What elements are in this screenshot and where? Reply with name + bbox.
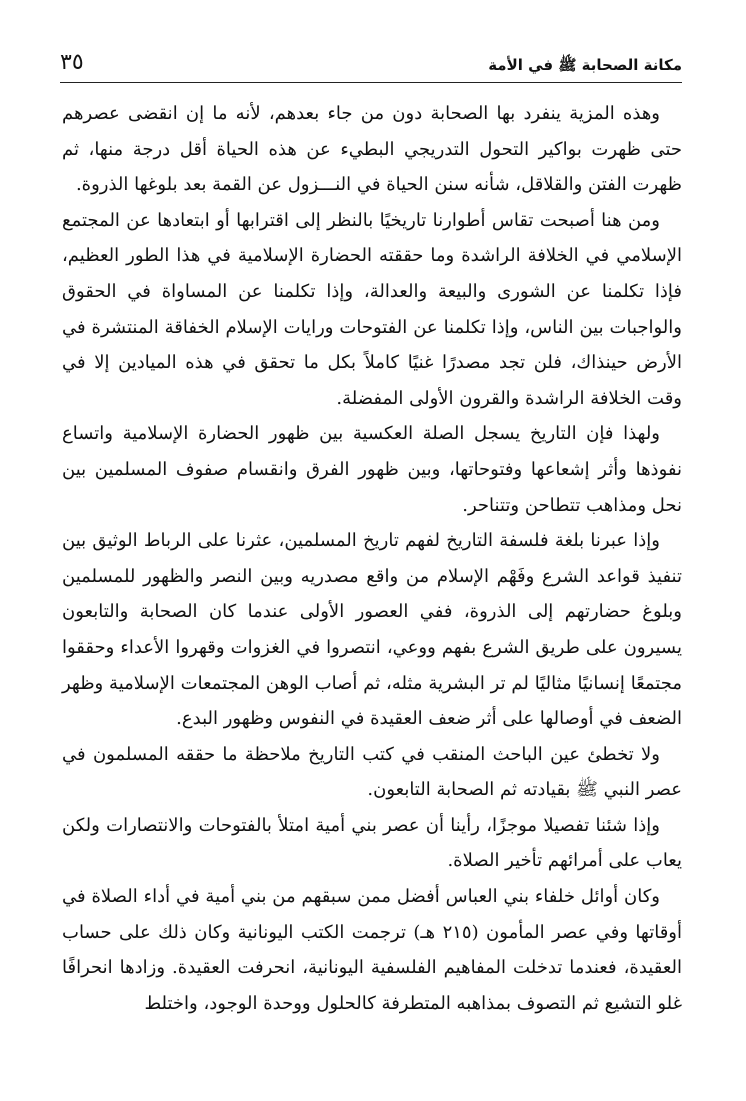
paragraph-2: ومن هنا أصبحت تقاس أطوارنا تاريخيًا بالنظر إلى اقترابها أو ابتعادها عن المجتمع الإسلامي في الخلافة الراشدة وما حققته الحضارة الإسلامية في هذا الطور العظيم، فإذا تكلمنا عن الشورى والبيعة والعدالة، وإذا تكلمنا عن المساواة في الحقوق والواجبات بين الناس، وإذا تكلمنا عن الفتوحات ورايات الإسلام الخفاقة المنتشرة في الأرض حينذاك، فلن تجد مصدرًا غنيًا كاملاً بكل ما تحقق في هذه الميادين إلا في وقت الخلافة الراشدة والقرون الأولى المفضلة.	[62, 209, 682, 409]
paragraph-6: وإذا شئنا تفصيلا موجزًا، رأينا أن عصر بني أمية امتلأ بالفتوحات والانتصارات ولكن يعاب على أمرائهم تأخير الصلاة.	[62, 814, 682, 872]
paragraph-3: ولهذا فإن التاريخ يسجل الصلة العكسية بين ظهور الحضارة الإسلامية واتساع نفوذها وأثر إشعاعها وفتوحاتها، وبين ظهور الفرق وانقسام صفوف المسلمين بين نحل ومذاهب تتطاحن وتتناحر.	[62, 423, 682, 516]
page-header	[60, 50, 682, 83]
paragraph-7: وكان أوائل خلفاء بني العباس أفضل ممن سبقهم من بني أمية في أداء الصلاة في أوقاتها وفي عصر المأمون (٢١٥ هـ) ترجمت الكتب اليونانية وكان ذلك على حساب العقيدة، فعندما تدخلت المفاهيم الفلسفية اليونانية، انحرفت العقيدة. وزادها انحرافًا غلو التشيع ثم التصوف بمذاهبه المتطرفة كالحلول ووحدة الوجود، واختلط	[62, 886, 682, 1014]
paragraph-5: ولا تخطئ عين الباحث المنقب في كتب التاريخ ملاحظة ما حققه المسلمون في عصر النبي ﷺ بقيادته ثم الصحابة التابعون.	[62, 743, 682, 801]
page-number: ٣٥	[60, 50, 84, 75]
page-body	[62, 96, 682, 1021]
paragraph-1: وهذه المزية ينفرد بها الصحابة دون من جاء بعدهم، لأنه ما إن انقضى عصرهم حتى ظهرت بواكير التحول التدريجي البطيء عن هذه الحياة أقل درجة منها، ثم ظهرت الفتن والقلاقل، شأنه سنن الحياة في النـــزول عن القمة بعد بلوغها الذروة.	[62, 103, 682, 196]
running-title: مكانة الصحابة ﷺ في الأمة	[488, 56, 682, 74]
paragraph-4: وإذا عبرنا بلغة فلسفة التاريخ لفهم تاريخ المسلمين، عثرنا على الرباط الوثيق بين تنفيذ قواعد الشرع وفَهْم الإسلام من واقع مصدريه وبين النصر والظهور للمسلمين وبلوغ حضارتهم إلى الذروة، ففي العصور الأولى عندما كان الصحابة والتابعون يسيرون على طريق الشرع بفهم ووعي، انتصروا في الغزوات وقهروا الأعداء وحققوا مجتمعًا إنسانيًا مثاليًا لم تر البشرية مثله، ثم أصاب الوهن المجتمعات الإسلامية وظهر الضعف في أوصالها على أثر ضعف العقيدة في النفوس وظهور البدع.	[62, 530, 682, 730]
